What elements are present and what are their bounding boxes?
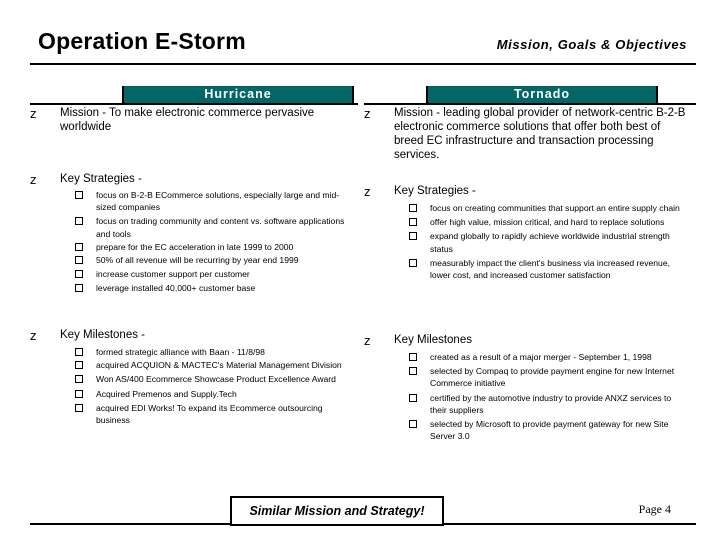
bullet-icon: z <box>30 107 37 121</box>
sub-bullet-icon <box>409 394 417 402</box>
slide-subtitle: Mission, Goals & Objectives <box>496 37 687 52</box>
tornado-milestones-label: Key Milestones <box>394 334 472 346</box>
sub-bullet-icon <box>75 284 83 292</box>
sub-bullet-icon <box>409 232 417 240</box>
bullet-icon: z <box>364 334 371 348</box>
list-item: measurably impact the client's business via increased revenue, lower cost, and increased customer satisfaction <box>430 257 686 281</box>
hurricane-strategies-list <box>96 189 350 295</box>
list-item: selected by Compaq to provide payment engine for new Internet Commerce initiative <box>430 365 686 389</box>
list-item: certified by the automotive industry to provide ANXZ services to their suppliers <box>430 392 686 416</box>
list-item: expand globally to rapidly achieve worldwide industrial strength status <box>430 230 686 254</box>
list-item: focus on trading community and content vs. software applications and tools <box>96 215 350 239</box>
sub-bullet-icon <box>75 270 83 278</box>
sub-bullet-icon <box>75 256 83 264</box>
sub-bullet-icon <box>75 404 83 412</box>
sub-bullet-icon <box>409 420 417 428</box>
list-item: 50% of all revenue will be recurring by year end 1999 <box>96 254 350 266</box>
list-item: selected by Microsoft to provide payment gateway for new Site Server 3.0 <box>430 418 686 442</box>
sub-bullet-icon <box>409 259 417 267</box>
list-item: acquired EDI Works! To expand its Ecommerce outsourcing business <box>96 402 350 426</box>
hurricane-strategies-label: Key Strategies - <box>60 173 142 185</box>
sub-bullet-icon <box>409 218 417 226</box>
hurricane-heading: Hurricane <box>122 86 354 103</box>
page-number: Page 4 <box>638 502 671 516</box>
sub-bullet-icon <box>75 243 83 251</box>
similarity-callout: Similar Mission and Strategy! <box>230 496 444 526</box>
slide-title: Operation E-Storm <box>38 28 246 54</box>
sub-bullet-icon <box>75 348 83 356</box>
hurricane-milestones-label: Key Milestones - <box>60 329 146 341</box>
tornado-strategies-label: Key Strategies - <box>394 185 476 197</box>
bullet-icon: z <box>364 107 371 121</box>
tornado-milestones-list <box>430 351 686 442</box>
bullet-icon: z <box>30 173 37 187</box>
left-column-divider <box>30 103 358 105</box>
list-item: leverage installed 40,000+ customer base <box>96 282 350 294</box>
list-item: Acquired Premenos and Supply.Tech <box>96 388 350 400</box>
sub-bullet-icon <box>75 361 83 369</box>
list-item: formed strategic alliance with Baan - 11/8/98 <box>96 346 350 358</box>
tornado-strategies-list <box>430 202 686 281</box>
tornado-mission-text: Mission - leading global provider of network-centric B-2-B electronic commerce solutions that offer both best of breed EC infrastructure and transaction processing services. <box>394 107 686 161</box>
sub-bullet-icon <box>409 367 417 375</box>
list-item: acquired ACQUION & MACTEC's Material Management Division <box>96 359 350 371</box>
header-divider <box>30 63 696 65</box>
sub-bullet-icon <box>409 204 417 212</box>
hurricane-mission-text: Mission - To make electronic commerce pervasive worldwide <box>60 107 315 133</box>
tornado-heading: Tornado <box>426 86 658 103</box>
sub-bullet-icon <box>75 191 83 199</box>
list-item: focus on creating communities that support an entire supply chain <box>430 202 686 214</box>
list-item: prepare for the EC acceleration in late 1999 to 2000 <box>96 241 350 253</box>
sub-bullet-icon <box>75 375 83 383</box>
right-column-divider <box>364 103 696 105</box>
sub-bullet-icon <box>75 390 83 398</box>
hurricane-milestones-list <box>96 346 350 426</box>
bullet-icon: z <box>30 329 37 343</box>
list-item: Won AS/400 Ecommerce Showcase Product Excellence Award <box>96 373 350 385</box>
list-item: increase customer support per customer <box>96 268 350 280</box>
sub-bullet-icon <box>409 353 417 361</box>
bullet-icon: z <box>364 185 371 199</box>
sub-bullet-icon <box>75 217 83 225</box>
list-item: focus on B-2-B ECommerce solutions, especially large and mid-sized companies <box>96 189 350 213</box>
list-item: created as a result of a major merger - September 1, 1998 <box>430 351 686 363</box>
list-item: offer high value, mission critical, and hard to replace solutions <box>430 216 686 228</box>
